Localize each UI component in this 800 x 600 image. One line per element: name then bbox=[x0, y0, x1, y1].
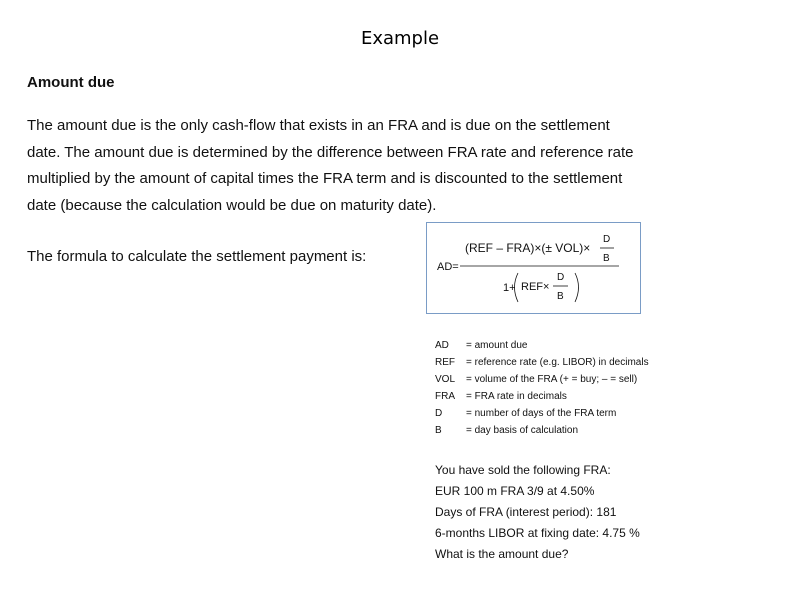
intro-line: multiplied by the amount of capital times the FRA term and is discounted to the settlement bbox=[27, 170, 623, 187]
legend-definition: = amount due bbox=[466, 340, 528, 351]
legend-row bbox=[435, 388, 649, 405]
legend-symbol: D bbox=[435, 408, 443, 419]
legend-definition: = number of days of the FRA term bbox=[466, 408, 617, 419]
numerator-b: B bbox=[603, 253, 610, 264]
legend-row bbox=[435, 371, 649, 388]
formula-numerator: (REF – FRA)×(± VOL)× bbox=[465, 241, 591, 255]
denominator-b: B bbox=[557, 291, 564, 302]
exercise-line: Days of FRA (interest period): 181 bbox=[435, 505, 617, 519]
section-heading: Amount due bbox=[27, 74, 115, 91]
denominator-ref: REF× bbox=[521, 281, 550, 293]
denominator-d: D bbox=[557, 272, 565, 283]
page-title: Example bbox=[360, 28, 440, 49]
legend-row bbox=[435, 354, 649, 371]
intro-paragraph bbox=[27, 113, 677, 219]
legend-row bbox=[435, 405, 649, 422]
legend-definition: = day basis of calculation bbox=[466, 425, 579, 436]
legend-symbol: FRA bbox=[435, 391, 455, 402]
legend-symbol: VOL bbox=[435, 374, 456, 385]
exercise-line: You have sold the following FRA: bbox=[435, 463, 611, 477]
legend bbox=[435, 337, 649, 439]
formula-graphic bbox=[427, 223, 642, 315]
intro-line: The amount due is the only cash-flow that exists in an FRA and is due on the settlement bbox=[27, 117, 610, 134]
exercise-line: 6-months LIBOR at fixing date: 4.75 % bbox=[435, 526, 640, 540]
exercise-block bbox=[435, 460, 640, 565]
formula-label: The formula to calculate the settlement payment is: bbox=[27, 248, 367, 265]
intro-line: date. The amount due is determined by the difference between FRA rate and reference rate bbox=[27, 143, 634, 161]
exercise-line: What is the amount due? bbox=[435, 547, 569, 561]
right-paren bbox=[575, 273, 579, 302]
legend-definition: = reference rate (e.g. LIBOR) in decimals bbox=[466, 357, 649, 368]
exercise-line: EUR 100 m FRA 3/9 at 4.50% bbox=[435, 484, 595, 498]
legend-symbol: AD bbox=[435, 340, 449, 351]
legend-definition: = volume of the FRA (+ = buy; – = sell) bbox=[466, 374, 638, 385]
legend-symbol: B bbox=[435, 425, 442, 436]
numerator-d: D bbox=[603, 234, 611, 245]
legend-definition: = FRA rate in decimals bbox=[466, 391, 567, 402]
formula-box bbox=[426, 222, 641, 314]
formula-lhs: AD= bbox=[437, 261, 459, 273]
denominator-one: 1+ bbox=[503, 282, 516, 294]
intro-line: date (because the calculation would be due on maturity date). bbox=[27, 196, 437, 214]
legend-symbol: REF bbox=[435, 357, 455, 368]
legend-row bbox=[435, 422, 649, 439]
legend-row bbox=[435, 337, 649, 354]
